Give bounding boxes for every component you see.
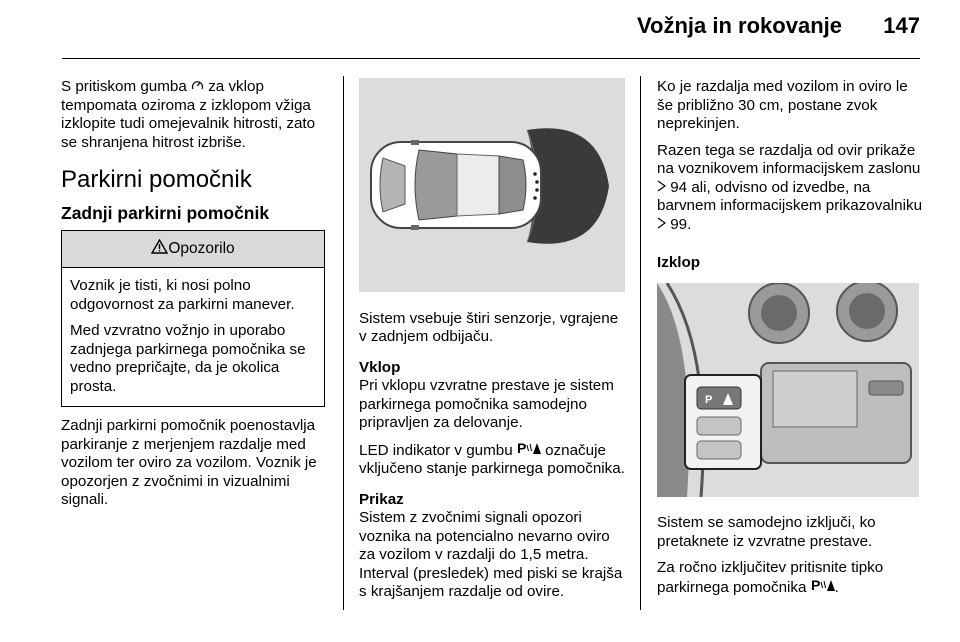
led-paragraph: LED indikator v gumbu P označuje vključeno stanje parkirnega pomočnika. xyxy=(359,440,625,477)
park-assist-icon xyxy=(517,441,541,461)
display-paragraph: Razen tega se razdalja od ovir prikaže na voznikovem informacijskem zaslonu 94 ali, odvisno od izvedbe, na barvnem informacijskem prikazovalniku 99. xyxy=(657,141,923,233)
svg-text:P: P xyxy=(705,393,713,406)
auto-off-paragraph: Sistem se samodejno izključi, ko pretaknete iz vzvratne prestave. xyxy=(657,514,876,550)
warning-paragraph: Med vzvratno vožnjo in uporabo zadnjega parkirnega pomočnika se vedno prepričajte, da je okolica prosta. xyxy=(70,322,306,395)
warning-body xyxy=(62,268,324,406)
dashboard-button-figure xyxy=(657,283,923,503)
column-divider-2 xyxy=(640,76,641,610)
page-reference[interactable]: 94 xyxy=(670,178,688,196)
column-3 xyxy=(657,78,925,605)
prikaz-paragraph: Sistem z zvočnimi signali opozori voznika na potencialno nevarno oviro za vozilom v razdalji do 1,5 metra. Interval (presledek) med piski se krajša s krajšanjem razdalje od ovire. xyxy=(359,509,623,600)
section-heading: Parkirni pomočnik xyxy=(61,166,252,193)
chapter-title: Vožnja in rokovanje xyxy=(637,13,842,38)
warning-triangle-icon xyxy=(151,239,168,260)
svg-text:P: P xyxy=(810,577,820,592)
page-reference[interactable]: 99 xyxy=(670,215,688,233)
subsection-heading: Zadnji parkirni pomočnik xyxy=(61,203,270,223)
svg-text:P: P xyxy=(516,440,527,455)
vklop-paragraph: Pri vklopu vzvratne prestave je sistem parkirnega pomočnika samodejno pripravljen za delovanje. xyxy=(359,377,614,431)
cruise-control-icon xyxy=(191,78,204,97)
warning-title: Opozorilo xyxy=(168,239,235,257)
sensors-paragraph: Sistem vsebuje štiri senzorje, vgrajene v zadnjem odbijaču. xyxy=(359,309,619,345)
column-1 xyxy=(61,78,331,518)
warning-box xyxy=(61,230,325,407)
column-2 xyxy=(359,78,627,610)
car-sensor-figure xyxy=(359,78,625,298)
warning-paragraph: Voznik je tisti, ki nosi polno odgovornost za parkirni manever. xyxy=(70,277,295,313)
izklop-heading: Izklop xyxy=(657,254,701,271)
warning-header xyxy=(62,231,324,268)
page-reference-arrow-icon xyxy=(657,179,666,198)
page-header xyxy=(0,0,960,60)
cruise-intro-paragraph: S pritiskom gumba za vklop tempomata oziroma z izklopom vžiga izklopite tudi omejevalnik hitrosti, zato se shranjena hitrost izbriše. xyxy=(61,78,316,151)
page-number: 147 xyxy=(883,13,920,38)
page-reference-arrow-icon xyxy=(657,216,666,235)
prikaz-heading: Prikaz xyxy=(359,490,404,508)
body-paragraph: Zadnji parkirni pomočnik poenostavlja parkiranje z merjenjem razdalje med vozilom ter oviro za vozilom. Voznik je opozorjen z zvočnimi in vizualnimi signali. xyxy=(61,417,317,508)
vklop-heading: Vklop xyxy=(359,358,401,376)
manual-off-paragraph: Za ročno izključitev pritisnite tipko parkirnega pomočnika P . xyxy=(657,559,884,596)
distance-paragraph: Ko je razdalja med vozilom in oviro le še približno 30 cm, postane zvok neprekinjen. xyxy=(657,78,908,132)
park-assist-icon xyxy=(811,578,835,598)
header-rule xyxy=(62,58,920,59)
column-divider-1 xyxy=(343,76,344,610)
